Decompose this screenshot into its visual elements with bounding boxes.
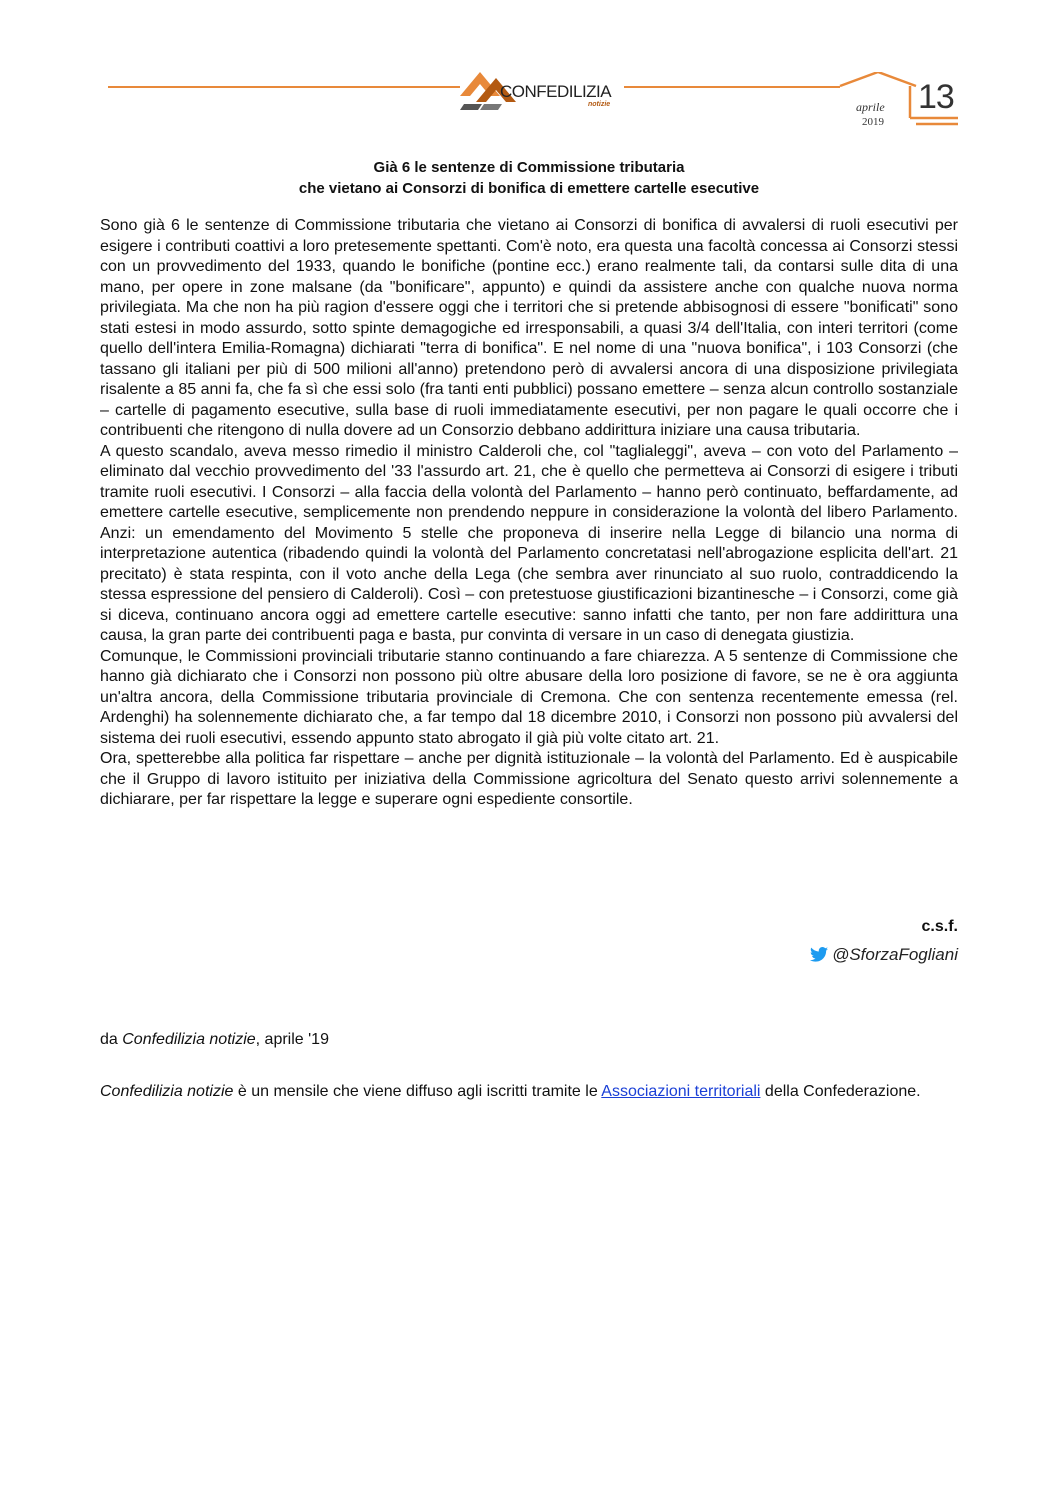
source-prefix: da	[100, 1031, 123, 1048]
header-rule-right	[624, 86, 840, 88]
note-text-after-link: della Confederazione.	[760, 1083, 921, 1100]
twitter-handle-text: @SforzaFogliani	[832, 945, 958, 964]
article-body	[100, 216, 958, 811]
author-signature: c.s.f.	[921, 918, 958, 935]
note-publication: Confedilizia notizie	[100, 1083, 234, 1100]
title-line-2: che vietano ai Consorzi di bonifica di emettere cartelle esecutive	[298, 180, 760, 197]
associazioni-territoriali-link[interactable]: Associazioni territoriali	[601, 1083, 761, 1100]
paragraph: Sono già 6 le sentenze di Commissione tributaria che vietano ai Consorzi di bonifica di avvalersi di ruoli esecutivi per esigere i contributi coattivi a loro pretesemente spettanti. Com'è noto, era questa una facoltà concessa ai Consorzi stessi con un provvedimento del 1933, quando le bonifiche (pontine ecc.) erano realmente tali, da contarsi sulle dita di una mano, per opere in zone malsane (da "bonificare", appunto) e quindi da assistere anche con qualche nuova norma privilegiata. Ma che non ha più ragion d'essere oggi che i territori che si pretende abbisognosi di essere "bonificati" sono stati estesi in modo assurdo, sotto spinte demagogiche ed irresponsabili, a quasi 3/4 dell'Italia, con interi territori (come quello dell'intera Emilia-Romagna) dichiarati "terra di bonifica". E nel nome di una "nuova bonifica", i 103 Consorzi (che tassano gli italiani per più di 500 milioni all'anno) pretendono però di avvalersi ancora di una disposizione privilegiata risalente a 85 anni fa, che fa sì che essi solo (fra tanti enti pubblici) possano emettere – senza alcun controllo sostanziale – cartelle di pagamento esecutive, sulla base di ruoli immediatamente esecutivi, per non pagare le quali occorre che i contribuenti che ritengono di nulla dovere ad un Consorzio debbano addirittura iniziare una causa tributaria.	[100, 217, 958, 439]
issue-year: 2019	[862, 116, 884, 128]
paragraph: A questo scandalo, aveva messo rimedio il ministro Calderoli che, col "taglialeggi", aveva – con voto del Parlamento – eliminato dal vecchio provvedimento del '33 l'assurdo art. 21, che è quello che permetteva ai Consorzi di esigere i tributi tramite ruoli esecutivi. I Consorzi – alla faccia della volontà del Parlamento – hanno però continuato, beffardamente, ad emettere cartelle esecutive, semplicemente non prendendo neppure in considerazione la volontà del libero Parlamento. Anzi: un emendamento del Movimento 5 stelle che proponeva di inserire nella Legge di bilancio una norma di interpretazione autentica (ribadendo quindi la volontà del Parlamento concretatasi nell'abrogazione esplicita dell'art. 21 precitato) è stata respinta, con il voto anche della Lega (che sembra aver rinunciato al suo ruolo, contraddicendo la stessa espressione del pensiero di Calderoli). Così – con pretestuose giustificazioni bizantinesche – i Consorzi, come già si diceva, continuano ancora oggi ad emettere cartelle esecutive: sanno infatti che tanto, per non fare addirittura una causa, la gran parte dei contribuenti paga e basta, pur convinta di versare in un caso di denegata giustizia.	[100, 442, 958, 644]
twitter-bird-icon	[810, 947, 828, 962]
twitter-handle[interactable]	[700, 945, 958, 965]
header-rule-left	[108, 86, 460, 88]
issue-month: aprile	[856, 100, 885, 114]
logo-text: CONFEDILIZIA	[500, 82, 612, 101]
publication-note	[100, 1079, 958, 1104]
note-text-before-link: è un mensile che viene diffuso agli iscritti tramite le	[233, 1083, 602, 1100]
article-title	[100, 157, 958, 199]
paragraph: Comunque, le Commissioni provinciali tributarie stanno continuando a fare chiarezza. A 5 sentenze di Commissione che hanno già dichiarato che i Consorzi non possono più oltre abusare della loro posizione di favore, se ne è ora aggiunta un'altra ancora, della Commissione tributaria provinciale di Cremona. Che con sentenza recentemente emessa (rel. Ardenghi) ha solennemente dichiarato che, a far tempo dal 18 dicembre 2010, i Consorzi non possono più avvalersi del sistema dei ruoli esecutivi, essendo appunto stato abrogato il già più volte citato art. 21.	[100, 647, 958, 747]
source-suffix: , aprile '19	[255, 1031, 329, 1048]
paragraph: Ora, spetterebbe alla politica far rispettare – anche per dignità istituzionale – la volontà del Parlamento. Ed è auspicabile che il Gruppo di lavoro istituito per iniziativa della Commissione agricoltura del Senato questo arrivi solennemente a dichiarare, per far rispettare la legge e superare ogni espediente consortile.	[100, 750, 958, 808]
logo-subtext: notizie	[588, 101, 611, 108]
title-line-1: Già 6 le sentenze di Commissione tributaria	[373, 159, 685, 176]
source-line	[100, 1031, 329, 1049]
source-publication: Confedilizia notizie	[122, 1031, 256, 1048]
page-number: 13	[918, 78, 954, 116]
